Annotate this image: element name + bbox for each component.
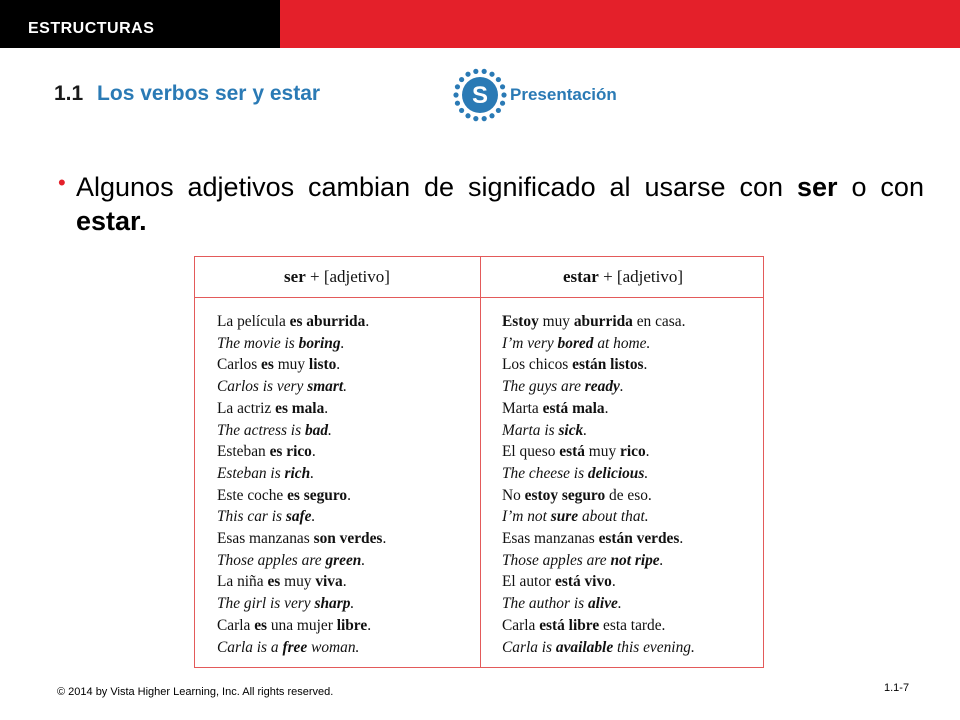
highlighted-phrase: están verdes (598, 530, 680, 548)
highlighted-phrase: libre (336, 616, 368, 634)
logo-letter: S (471, 82, 489, 109)
highlighted-phrase: sure (550, 508, 579, 526)
logo-dot (465, 113, 470, 118)
phrase: The movie is (217, 334, 299, 352)
estar-example-row (502, 506, 772, 528)
phrase: muy (584, 443, 620, 461)
phrase: Marta is (502, 421, 559, 439)
header-cell-estar (481, 257, 765, 297)
logo-dot (459, 77, 464, 82)
phrase: Esteban (217, 443, 270, 461)
estar-example-row (502, 528, 772, 550)
bullet-text-middle: o con (851, 172, 924, 202)
highlighted-phrase: sharp (314, 595, 351, 613)
logo-dot (453, 92, 458, 97)
highlighted-phrase: smart (307, 378, 344, 396)
highlighted-phrase: estoy seguro (524, 486, 606, 504)
phrase: esta tarde. (599, 616, 666, 634)
highlighted-phrase: boring (298, 334, 341, 352)
estar-example-row (502, 420, 772, 442)
logo-dot (465, 72, 470, 77)
phrase: The girl is very (217, 595, 315, 613)
highlighted-phrase: Estoy (502, 313, 539, 330)
highlighted-phrase: es aburrida (289, 313, 366, 330)
highlighted-phrase: está vivo (555, 573, 612, 591)
phrase: . (382, 530, 387, 548)
logo-dot (459, 108, 464, 113)
phrase: I’m not (502, 508, 551, 526)
ser-examples-column (217, 311, 487, 658)
phrase: . (679, 530, 684, 548)
highlighted-phrase: alive (587, 595, 618, 613)
ser-example-row (217, 311, 487, 333)
highlighted-phrase: green (325, 551, 362, 569)
estar-example-row (502, 333, 772, 355)
highlighted-phrase: es rico (269, 443, 312, 461)
header-ser-verb: ser (284, 267, 306, 286)
title-word-estar: estar (269, 82, 321, 105)
phrase: at home. (593, 334, 651, 352)
logo-dot (455, 84, 460, 89)
header-bar-red (280, 0, 960, 48)
phrase: . (619, 378, 624, 396)
highlighted-phrase: listo (308, 356, 337, 374)
phrase: . (583, 421, 588, 439)
highlighted-phrase: ready (584, 378, 620, 396)
estar-example-row (502, 376, 772, 398)
ser-example-row (217, 420, 487, 442)
phrase: Carla is (502, 638, 556, 656)
phrase: Esteban is (217, 464, 285, 482)
phrase: La niña (217, 573, 268, 591)
estar-example-row (502, 637, 772, 659)
estar-example-row (502, 593, 772, 615)
phrase: . (342, 573, 347, 591)
header-cell-ser (195, 257, 479, 297)
header-ser-rest: + [adjetivo] (310, 267, 390, 286)
phrase: Este coche (217, 486, 288, 504)
logo-dot (496, 77, 501, 82)
highlighted-phrase: está (559, 443, 585, 461)
logo-dot (501, 92, 506, 97)
phrase: The cheese is (502, 464, 588, 482)
ser-example-row (217, 376, 487, 398)
ser-example-row (217, 637, 487, 659)
ser-example-row (217, 528, 487, 550)
phrase: The author is (502, 595, 588, 613)
estar-example-row (502, 615, 772, 637)
lesson-number: 1.1 (54, 82, 84, 105)
phrase: Carla (502, 616, 540, 634)
logo-dot (473, 69, 478, 74)
bullet-word-ser: ser (796, 172, 838, 202)
phrase: La actriz (217, 399, 276, 417)
presentacion-logo-icon (448, 67, 512, 123)
phrase: . (350, 595, 355, 613)
highlighted-phrase: rico (620, 443, 646, 461)
highlighted-phrase: viva (315, 573, 343, 591)
phrase: . (644, 464, 649, 482)
highlighted-phrase: bored (557, 334, 594, 352)
phrase: woman. (307, 638, 360, 656)
highlighted-phrase: es (267, 573, 281, 591)
phrase: . (343, 378, 347, 396)
header-estar-rest: + [adjetivo] (603, 267, 684, 286)
ser-example-row (217, 333, 487, 355)
phrase: . (617, 595, 622, 613)
bullet-icon: • (58, 170, 66, 195)
phrase: . (310, 464, 315, 482)
highlighted-phrase: aburrida (573, 313, 633, 330)
estar-examples-column (502, 311, 772, 658)
phrase: Carla (217, 616, 255, 634)
bullet-text-end: . (139, 206, 147, 236)
phrase: muy (538, 313, 574, 330)
ser-example-row (217, 485, 487, 507)
bullet-text (76, 170, 924, 238)
title-word-ser: ser (214, 82, 247, 105)
phrase: . (340, 334, 345, 352)
phrase: Those apples are (217, 551, 326, 569)
phrase: Those apples are (502, 551, 611, 569)
ser-example-row (217, 593, 487, 615)
highlighted-phrase: es mala (275, 399, 325, 417)
phrase: . (311, 443, 316, 461)
bullet-text-prefix: Algunos adjetivos cambian de significado al usarse con (76, 172, 784, 202)
phrase: . (328, 421, 332, 439)
highlighted-phrase: not ripe (610, 551, 660, 569)
phrase: . (645, 443, 650, 461)
phrase: This car is (217, 508, 286, 526)
estar-example-row (502, 485, 772, 507)
highlighted-phrase: están listos (572, 356, 644, 374)
phrase: Carlos (217, 356, 262, 374)
phrase: . (643, 356, 648, 374)
phrase: . (311, 508, 316, 526)
phrase: de eso. (605, 486, 652, 504)
logo-label: Presentación (510, 85, 617, 104)
highlighted-phrase: safe (285, 508, 312, 526)
highlighted-phrase: rich (284, 464, 311, 482)
phrase: . (324, 399, 329, 417)
phrase: El queso (502, 443, 560, 461)
phrase: No (502, 486, 525, 504)
logo-dot (489, 113, 494, 118)
title-conjunction: y (252, 82, 264, 105)
phrase: . (361, 551, 366, 569)
phrase: I’m very (502, 334, 558, 352)
phrase: . (604, 399, 609, 417)
highlighted-phrase: bad (304, 421, 329, 439)
phrase: El autor (502, 573, 555, 591)
highlighted-phrase: está mala (542, 399, 605, 417)
phrase: Marta (502, 399, 543, 417)
phrase: Carla is a (217, 638, 283, 656)
phrase: La película (217, 313, 290, 330)
header-estar-verb: estar (562, 267, 599, 286)
highlighted-phrase: delicious (587, 464, 645, 482)
table-header-row (195, 257, 763, 298)
estar-example-row (502, 311, 772, 333)
phrase: Carlos is very (217, 378, 308, 396)
title-prefix: Los verbos (97, 82, 210, 105)
estar-example-row (502, 571, 772, 593)
highlighted-phrase: es (261, 356, 274, 374)
ser-example-row (217, 615, 487, 637)
highlighted-phrase: son verdes (313, 530, 383, 548)
estar-example-row (502, 398, 772, 420)
phrase: . (365, 313, 370, 330)
ser-example-row (217, 550, 487, 572)
phrase: . (659, 551, 664, 569)
ser-example-row (217, 571, 487, 593)
page-number: 1.1-7 (884, 682, 910, 694)
highlighted-phrase: sick (558, 421, 584, 439)
ser-example-row (217, 354, 487, 376)
logo-dot (473, 116, 478, 121)
estar-example-row (502, 354, 772, 376)
phrase: Los chicos (502, 356, 573, 374)
highlighted-phrase: es (254, 616, 268, 634)
estar-example-row (502, 550, 772, 572)
bullet-word-estar: estar (76, 206, 140, 236)
phrase: this evening. (613, 638, 695, 656)
ser-example-row (217, 398, 487, 420)
logo-dot (500, 101, 505, 106)
logo-dot (489, 72, 494, 77)
phrase: . (611, 573, 616, 591)
logo-dot (500, 84, 505, 89)
page-title (54, 82, 320, 106)
ser-example-row (217, 441, 487, 463)
highlighted-phrase: available (555, 638, 614, 656)
estar-example-row (502, 463, 772, 485)
phrase: . (336, 356, 341, 374)
phrase: una mujer (267, 616, 337, 634)
comparison-table (194, 256, 764, 668)
estar-example-row (502, 441, 772, 463)
phrase: muy (273, 356, 309, 374)
highlighted-phrase: free (282, 638, 308, 656)
phrase: . (347, 486, 351, 504)
phrase: Esas manzanas (502, 530, 599, 548)
phrase: about that. (578, 508, 649, 526)
phrase: . (367, 616, 372, 634)
ser-example-row (217, 506, 487, 528)
phrase: en casa. (632, 313, 686, 330)
highlighted-phrase: está libre (539, 616, 600, 634)
phrase: The guys are (502, 378, 585, 396)
ser-example-row (217, 463, 487, 485)
logo-dot (482, 116, 487, 121)
highlighted-phrase: es seguro (287, 486, 348, 504)
copyright-footer: © 2014 by Vista Higher Learning, Inc. All rights reserved. (57, 686, 334, 698)
phrase: Esas manzanas (217, 530, 314, 548)
logo-dot (496, 108, 501, 113)
phrase: muy (280, 573, 316, 591)
section-label: ESTRUCTURAS (28, 20, 155, 37)
logo-dot (455, 101, 460, 106)
logo-dot (482, 69, 487, 74)
phrase: The actress is (217, 421, 305, 439)
